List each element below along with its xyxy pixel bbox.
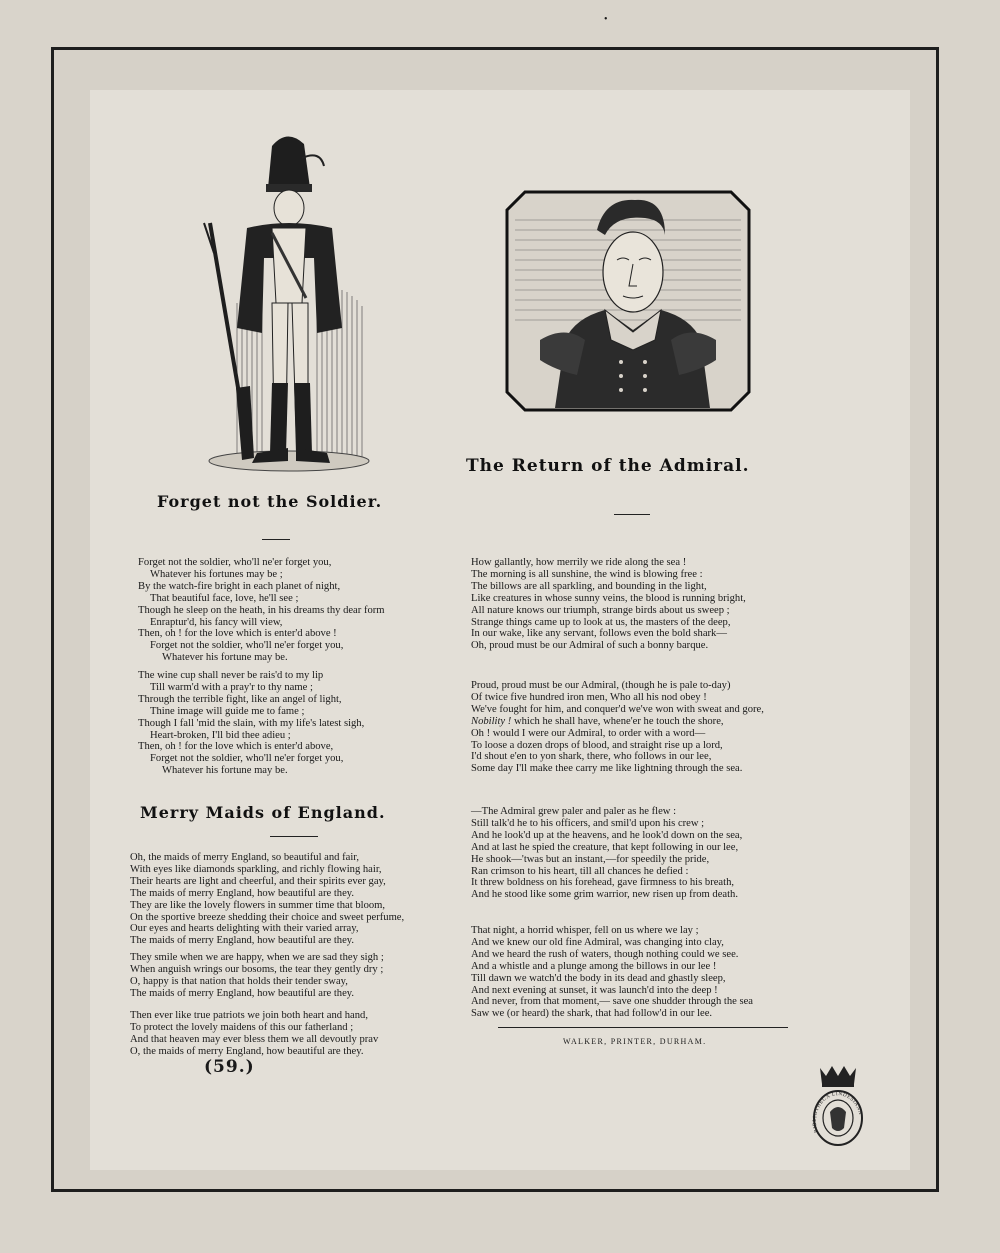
verse-line: Our eyes and hearts delighting with their varied array, [130, 923, 359, 935]
verse-line: They are like the lovely flowers in summer time that bloom, [130, 899, 386, 911]
verse-line: On the sportive breeze shedding their choice and sweet perfume, [130, 911, 405, 923]
maids-verse-3 [130, 1010, 378, 1058]
verse-line: Then ever like true patriots we join both heart and hand, [130, 1010, 368, 1021]
verse-line: When anguish wrings our bosoms, the tear they gently dry ; [130, 963, 384, 975]
verse-line: And he stood like some grim warrior, new risen up from death. [471, 889, 739, 901]
admiral-verse-4 [471, 925, 753, 1020]
soldier-title-rule [262, 539, 290, 540]
verse-line: Though he sleep on the heath, in his dreams thy dear form [138, 604, 385, 616]
verse-line: Though I fall 'mid the slain, with my life's latest sigh, [138, 717, 365, 729]
verse-line: Whatever his fortune may be. [162, 765, 288, 777]
library-stamp [808, 1062, 868, 1148]
verse-line: O, happy is that nation that holds their tender sway, [130, 975, 348, 987]
verse-line: Forget not the soldier, who'll ne'er forget you, [138, 557, 332, 568]
verse-line: Saw we (or heard) the shark, that had follow'd in our lee. [471, 1008, 713, 1020]
verse-line: O, the maids of merry England, how beautiful are they. [130, 1045, 364, 1057]
verse-line: Till dawn we watch'd the body in its dead and ghastly sleep, [471, 972, 726, 984]
admiral-verse-2 [471, 680, 764, 775]
verse-line: Still talk'd he to his officers, and smil'd upon his crew ; [471, 817, 705, 829]
verse-line: And next evening at sunset, it was launch'd into the deep ! [471, 984, 718, 996]
verse-line: And we knew our old fine Admiral, was changing into clay, [471, 936, 724, 948]
verse-line: —The Admiral grew paler and paler as he flew : [471, 806, 677, 817]
maids-verse-2 [130, 952, 384, 1000]
verse-line: I'd shout e'en to yon shark, there, who follows in our lee, [471, 751, 712, 763]
soldier-title: Forget not the Soldier. [157, 492, 383, 511]
verse-line: To protect the lovely maidens of this our fatherland ; [130, 1021, 354, 1033]
verse-line: We've fought for him, and conquer'd we've won with sweat and gore, [471, 703, 764, 715]
verse-line: To loose a dozen drops of blood, and straight rise up a lord, [471, 739, 723, 751]
verse-line: Then, oh ! for the love which is enter'd above ! [138, 628, 337, 640]
verse-line: Heart-broken, I'll bid thee adieu ; [150, 729, 291, 741]
verse-line: Thine image will guide me to fame ; [150, 705, 305, 717]
verse-line: Then, oh ! for the love which is enter'd above, [138, 741, 334, 753]
maids-title: Merry Maids of England. [140, 803, 386, 822]
verse-line: Till warm'd with a pray'r to thy name ; [150, 681, 313, 693]
verse-line: They smile when we are happy, when we are sad they sigh ; [130, 952, 384, 963]
stamp-text-path: BIBLIOTHECA LINDESIANA [811, 1091, 864, 1134]
verse-line: Of twice five hundred iron men, Who all his nod obey ! [471, 691, 707, 703]
verse-line: Whatever his fortune may be. [162, 652, 288, 664]
verse-line: All nature knows our triumph, strange birds about us sweep ; [471, 604, 730, 616]
verse-emphasis: Nobility ! [471, 715, 512, 727]
verse-line: And he look'd up at the heavens, and he look'd down on the sea, [471, 829, 743, 841]
soldier-verse-2 [138, 670, 364, 777]
verse-line: Ran crimson to his heart, till all chances he defied : [471, 865, 689, 877]
verse-line: Forget not the soldier, who'll ne'er forget you, [150, 753, 344, 765]
verse-line: And at last he spied the creature, that kept following in our lee, [471, 841, 739, 853]
verse-line: How gallantly, how merrily we ride along the sea ! [471, 557, 687, 568]
top-mark: • [604, 14, 608, 25]
verse-line: And we heard the rush of waters, though nothing could we see. [471, 948, 739, 960]
verse-line: And a whistle and a plunge among the billows in our lee ! [471, 960, 717, 972]
verse-line: That beautiful face, love, he'll see ; [150, 592, 299, 604]
verse-line: Forget not the soldier, who'll ne'er forget you, [150, 640, 344, 652]
admiral-title: The Return of the Admiral. [466, 456, 750, 476]
verse-line: Like creatures in whose sunny veins, the blood is running bright, [471, 592, 746, 604]
verse-line: It threw boldness on his forehead, gave firmness to his breath, [471, 877, 735, 889]
verse-line: Some day I'll make thee carry me like lightning through the sea. [471, 763, 743, 775]
verse-line: And never, from that moment,— save one shudder through the sea [471, 996, 754, 1008]
soldier-verse-1 [138, 557, 385, 664]
sheet-number: (59.) [204, 1057, 255, 1077]
verse-line: Their hearts are light and cheerful, and their spirits ever gay, [130, 875, 386, 887]
verse-line: And that heaven may ever bless them we all devoutly prav [130, 1033, 379, 1045]
verse-line: Oh ! would I were our Admiral, to order with a word— [471, 727, 706, 739]
soldier-illustration [202, 128, 377, 480]
verse-line: The billows are all sparkling, and bounding in the light, [471, 580, 707, 592]
verse-line: Strange things came up to look at us, the masters of the deep, [471, 616, 731, 628]
verse-line: The maids of merry England, how beautiful are they. [130, 935, 355, 947]
verse-line: The wine cup shall never be rais'd to my lip [138, 670, 324, 681]
verse-line: He shook—'twas but an instant,—for speedily the pride, [471, 853, 710, 865]
verse-line: Through the terrible fight, like an angel of light, [138, 693, 342, 705]
admiral-verse-3 [471, 806, 742, 901]
verse-line: The morning is all sunshine, the wind is blowing free : [471, 568, 703, 580]
verse-line: Proud, proud must be our Admiral, (though he is pale to-day) [471, 680, 731, 691]
verse-line: Whatever his fortunes may be ; [150, 568, 283, 580]
admiral-portrait [505, 190, 751, 412]
verse-line: Oh, proud must be our Admiral of such a bonny barque. [471, 640, 709, 652]
verse-line: Oh, the maids of merry England, so beautiful and fair, [130, 852, 360, 863]
verse-line: The maids of merry England, how beautiful are they. [130, 887, 355, 899]
maids-title-rule [270, 836, 318, 837]
admiral-title-rule [614, 514, 650, 515]
verse-line: With eyes like diamonds sparkling, and richly flowing hair, [130, 863, 382, 875]
printer-imprint: WALKER, PRINTER, DURHAM. [563, 1037, 707, 1046]
verse-line: By the watch-fire bright in each planet of night, [138, 580, 341, 592]
verse-line: That night, a horrid whisper, fell on us where we lay ; [471, 925, 699, 936]
verse-line: In our wake, like any servant, follows even the bold shark— [471, 628, 727, 640]
admiral-verse-1 [471, 557, 746, 652]
maids-verse-1 [130, 852, 404, 947]
imprint-rule [498, 1027, 788, 1028]
verse-line-rest: which he shall have, whene'er he touch the shore, [511, 715, 724, 727]
verse-line: Enraptur'd, his fancy will view, [150, 616, 283, 628]
verse-line [471, 716, 764, 728]
verse-line: The maids of merry England, how beautiful are they. [130, 987, 355, 999]
